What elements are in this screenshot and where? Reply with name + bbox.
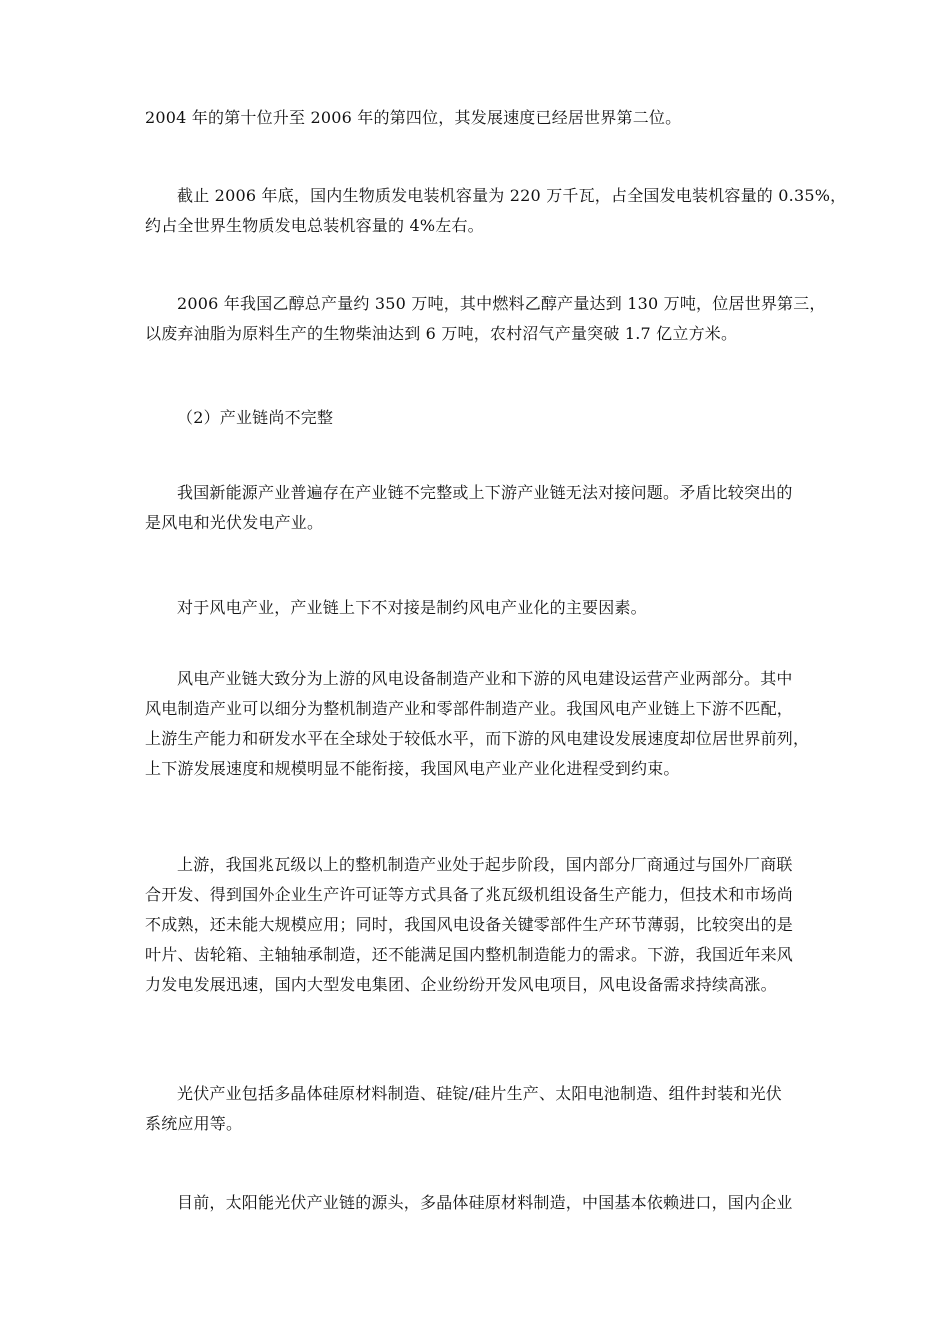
section-heading: [145, 403, 825, 433]
paragraph-wind-chain: [145, 664, 825, 784]
paragraph-upstream: [145, 850, 825, 1000]
text-line: 目前，太阳能光伏产业链的源头，多晶体硅原材料制造，中国基本依赖进口，国内企业: [177, 1193, 793, 1212]
text-line: 2006 年我国乙醇总产量约 350 万吨，其中燃料乙醇产量达到 130 万吨，位居世界第三，: [177, 294, 826, 313]
text-line: 2004 年的第十位升至 2006 年的第四位，其发展速度已经居世界第二位。: [145, 108, 682, 127]
text-line: 对于风电产业，产业链上下不对接是制约风电产业化的主要因素。: [177, 598, 647, 617]
text-line: 约占全世界生物质发电总装机容量的 4%左右。: [145, 216, 484, 235]
text-line: 是风电和光伏发电产业。: [145, 513, 324, 532]
text-line: 上游生产能力和研发水平在全球处于较低水平，而下游的风电建设发展速度却位居世界前列，: [145, 729, 810, 748]
text-line: 不成熟，还未能大规模应用；同时，我国风电设备关键零部件生产环节薄弱，比较突出的是: [145, 915, 794, 934]
text-line: 光伏产业包括多晶体硅原材料制造、硅锭/硅片生产、太阳电池制造、组件封装和光伏: [177, 1084, 782, 1103]
paragraph-ranking: [145, 103, 825, 133]
paragraph-ethanol: [145, 289, 825, 349]
text-line: 以废弃油脂为原料生产的生物柴油达到 6 万吨，农村沼气产量突破 1.7 亿立方米。: [145, 324, 738, 343]
text-line: 上游，我国兆瓦级以上的整机制造产业处于起步阶段，国内部分厂商通过与国外厂商联: [177, 855, 793, 874]
paragraph-pv-industry: [145, 1079, 825, 1139]
text-line: 系统应用等。: [145, 1114, 243, 1133]
text-line: 叶片、齿轮箱、主轴轴承制造，还不能满足国内整机制造能力的需求。下游，我国近年来风: [145, 945, 794, 964]
heading-text: （2）产业链尚不完整: [177, 408, 334, 427]
text-line: 风电制造产业可以细分为整机制造产业和零部件制造产业。我国风电产业链上下游不匹配，: [145, 699, 794, 718]
paragraph-biomass-power: [145, 181, 847, 241]
text-line: 我国新能源产业普遍存在产业链不完整或上下游产业链无法对接问题。矛盾比较突出的: [177, 483, 793, 502]
text-line: 上下游发展速度和规模明显不能衔接，我国风电产业产业化进程受到约束。: [145, 759, 680, 778]
paragraph-industry-chain: [145, 478, 825, 538]
paragraph-polysilicon: [145, 1188, 825, 1218]
paragraph-wind-factor: [145, 593, 825, 623]
text-line: 截止 2006 年底，国内生物质发电装机容量为 220 万千瓦，占全国发电装机容量的 0.35%，: [177, 186, 847, 205]
text-line: 力发电发展迅速，国内大型发电集团、企业纷纷开发风电项目，风电设备需求持续高涨。: [145, 975, 777, 994]
text-line: 风电产业链大致分为上游的风电设备制造产业和下游的风电建设运营产业两部分。其中: [177, 669, 793, 688]
text-line: 合开发、得到国外企业生产许可证等方式具备了兆瓦级机组设备生产能力，但技术和市场尚: [145, 885, 794, 904]
